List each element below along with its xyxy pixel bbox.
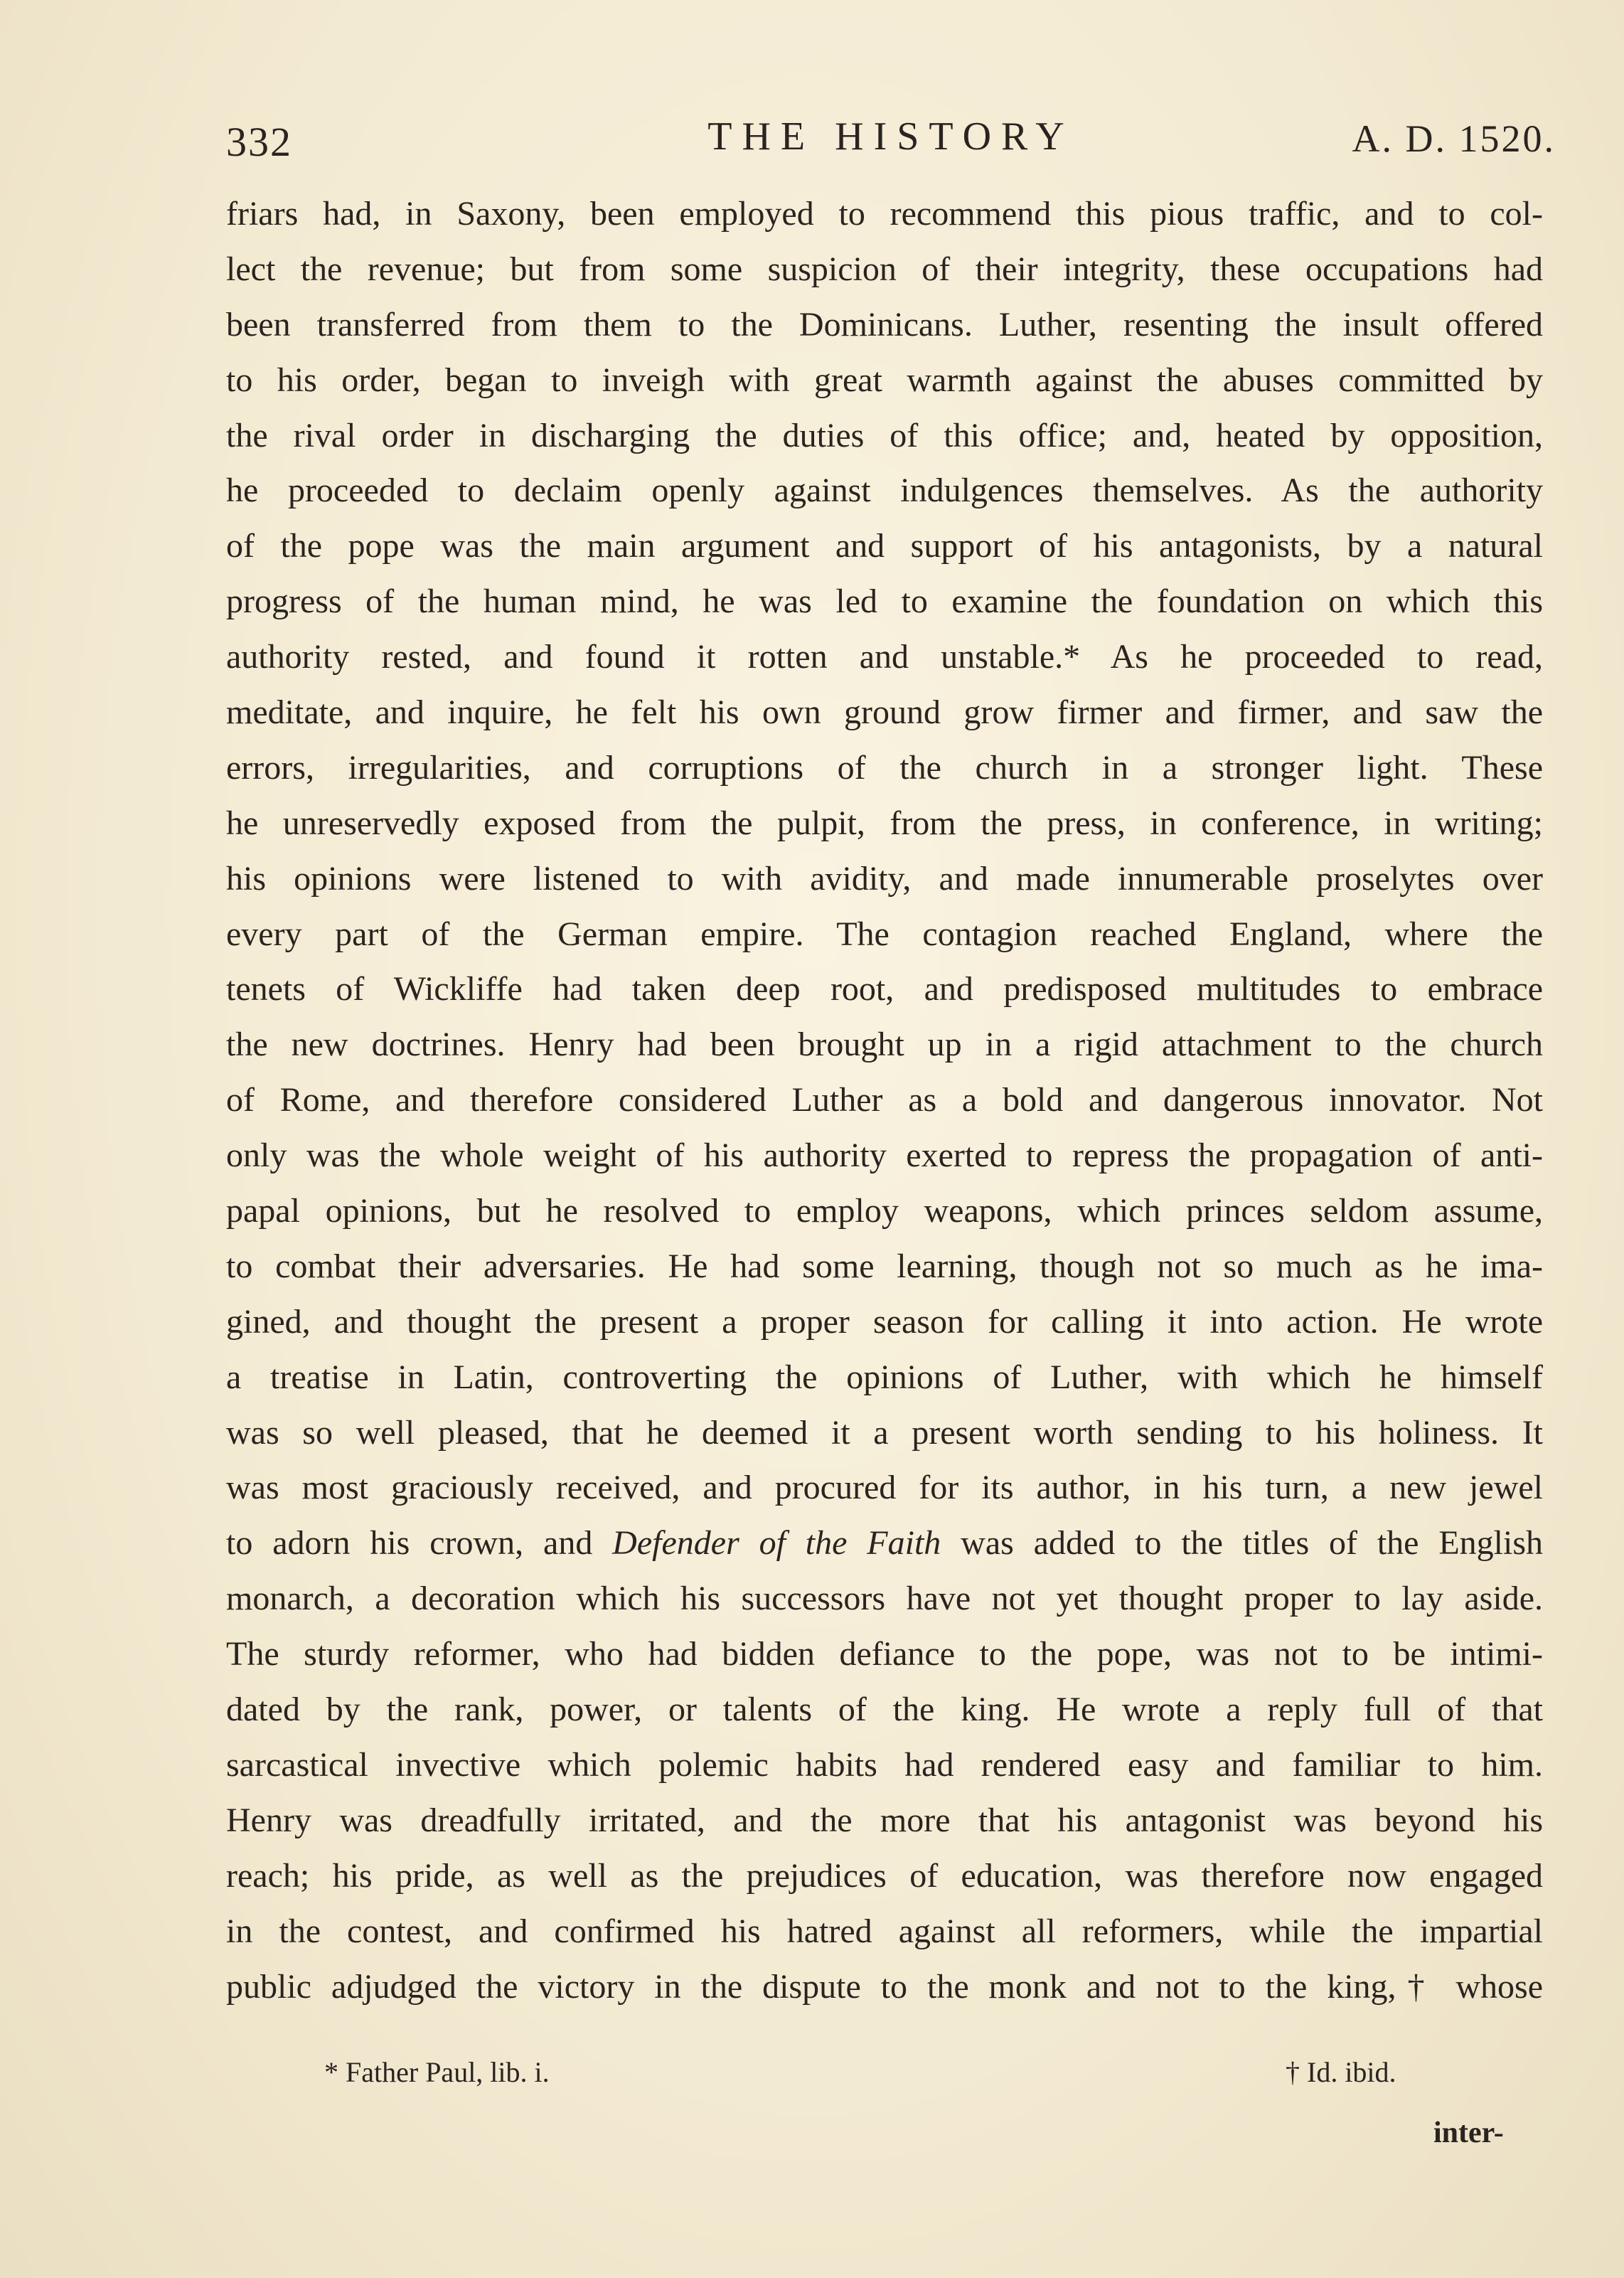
running-head [226, 114, 1556, 171]
text-line: The sturdy reformer, who had bidden defiance to the pope, was not to be intimi- [226, 1635, 1543, 1673]
text-line-with-italic [226, 1516, 1543, 1571]
text-line: been transferred from them to the Dominicans. Luther, resenting the insult offered [226, 305, 1543, 344]
text-line: errors, irregularities, and corruptions of the church in a stronger light. These [226, 748, 1543, 787]
text-line: public adjudged the victory in the dispute to the monk and not to the king,† whose [226, 1967, 1543, 2006]
text-line: his opinions were listened to with avidity, and made innumerable proselytes over [226, 859, 1543, 898]
footnote-left: * Father Paul, lib. i. [324, 2056, 550, 2088]
text-line: progress of the human mind, he was led to examine the foundation on which this [226, 582, 1543, 621]
year-heading: A. D. 1520. [1352, 117, 1556, 160]
text-line: friars had, in Saxony, been employed to recommend this pious traffic, and to col- [226, 195, 1543, 233]
text-line: to combat their adversaries. He had some learning, though not so much as he ima- [226, 1247, 1543, 1285]
text-fragment: to adorn his crown, and [226, 1524, 613, 1563]
text-fragment: was added to the titles of the English [941, 1524, 1544, 1563]
text-line: authority rested, and found it rotten and unstable.* As he proceeded to read, [226, 638, 1543, 676]
text-line: the new doctrines. Henry had been brought up in a rigid attachment to the church [226, 1026, 1543, 1064]
text-line: in the contest, and confirmed his hatred against all reformers, while the impartial [226, 1912, 1543, 1950]
text-line: papal opinions, but he resolved to employ weapons, which princes seldom assume, [226, 1192, 1543, 1230]
footnotes [226, 2055, 1543, 2105]
text-line: to his order, began to inveigh with great warmth against the abuses committed by [226, 361, 1543, 399]
text-line: monarch, a decoration which his successors have not yet thought proper to lay aside. [226, 1580, 1543, 1618]
text-line: tenets of Wickliffe had taken deep root, and predisposed multitudes to embrace [226, 970, 1543, 1008]
catchword: inter- [1433, 2117, 1504, 2149]
text-line: the rival order in discharging the duties of this office; and, heated by opposition, [226, 416, 1543, 454]
text-line: Henry was dreadfully irritated, and the more that his antagonist was beyond his [226, 1801, 1543, 1839]
text-line: every part of the German empire. The contagion reached England, where the [226, 915, 1543, 953]
text-line: only was the whole weight of his authority exerted to repress the propagation of anti- [226, 1137, 1543, 1175]
text-line: was most graciously received, and procured for its author, in his turn, a new jewel [226, 1469, 1543, 1507]
text-line: gined, and thought the present a proper season for calling it into action. He wrote [226, 1302, 1543, 1341]
page-title: THE HISTORY [707, 115, 1074, 159]
text-line: dated by the rank, power, or talents of the king. He wrote a reply full of that [226, 1691, 1543, 1729]
text-line: lect the revenue; but from some suspicion of their integrity, these occupations had [226, 250, 1543, 288]
text-line: sarcastical invective which polemic habits had rendered easy and familiar to him. [226, 1745, 1543, 1784]
text-line: reach; his pride, as well as the prejudices of education, was therefore now engaged [226, 1856, 1543, 1895]
body-text [226, 186, 1543, 2014]
italic-title: Defender of the Faith [612, 1524, 941, 1563]
text-line: of Rome, and therefore considered Luther as a bold and dangerous innovator. Not [226, 1081, 1543, 1119]
page-number: 332 [226, 119, 292, 165]
text-line: meditate, and inquire, he felt his own ground grow firmer and firmer, and saw the [226, 693, 1543, 732]
footnote-right: † Id. ibid. [1286, 2056, 1396, 2088]
text-line: a treatise in Latin, controverting the opinions of Luther, with which he himself [226, 1358, 1543, 1396]
text-line: of the pope was the main argument and support of his antagonists, by a natural [226, 527, 1543, 565]
text-line: he proceeded to declaim openly against indulgences themselves. As the authority [226, 472, 1543, 510]
text-line: he unreservedly exposed from the pulpit, from the press, in conference, in writing; [226, 804, 1543, 842]
text-line: was so well pleased, that he deemed it a present worth sending to his holiness. It [226, 1413, 1543, 1452]
